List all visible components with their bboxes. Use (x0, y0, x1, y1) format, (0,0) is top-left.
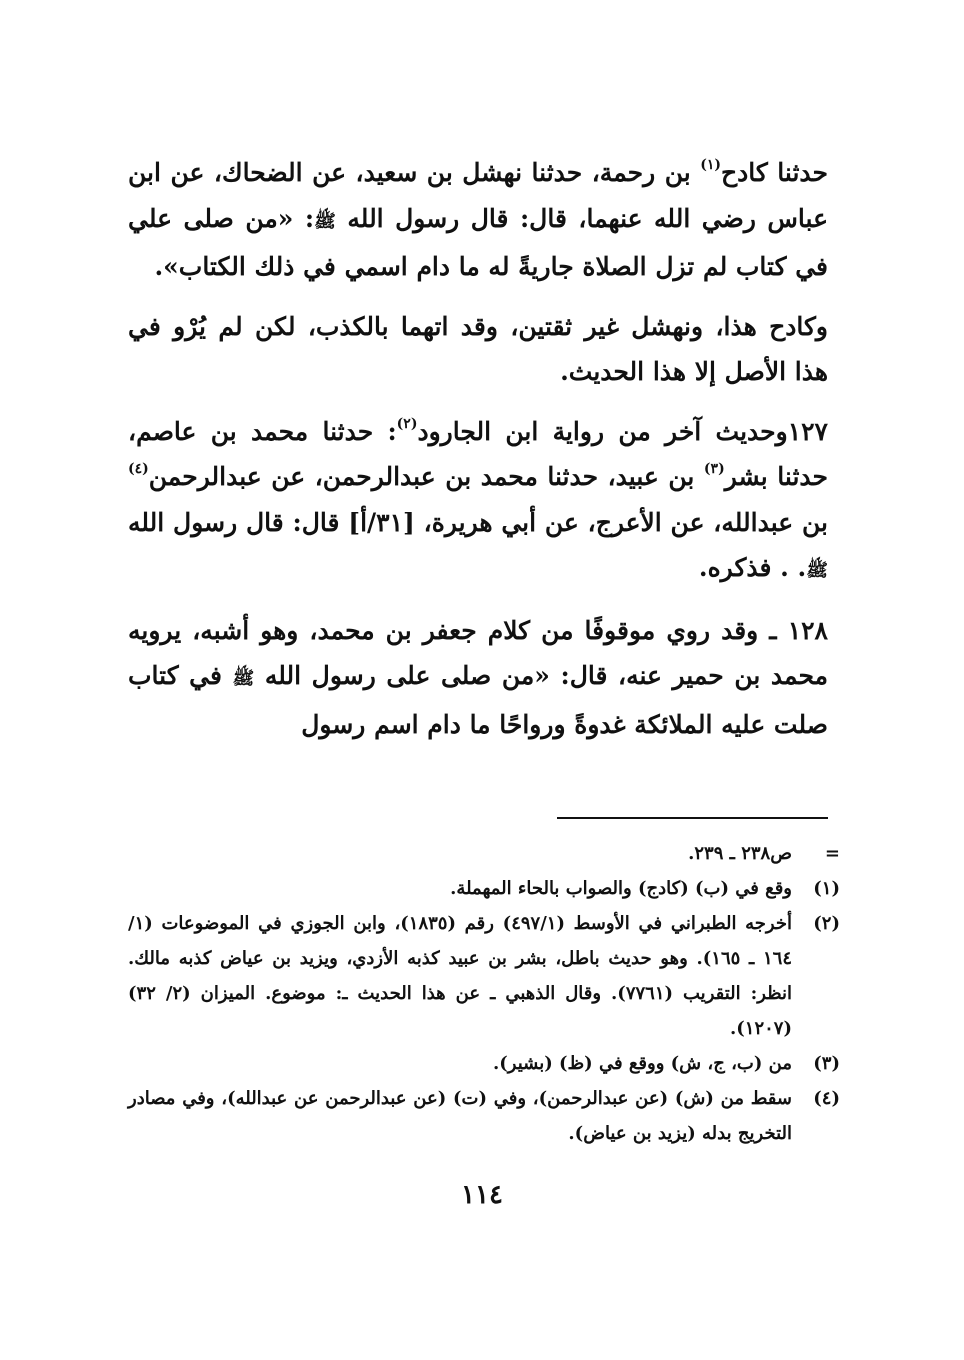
footnote-separator (557, 817, 828, 819)
text-segment: بن عبيد، حدثنا محمد بن عبدالرحمن، عن عبدالرحمن (148, 462, 704, 491)
footnote-text: سقط من (ش) (عن عبدالرحمن)، وفي (ت) (عن عبدالرحمن عن عبدالله)، وفي مصادر التخريج بدله (يزيد بن عياض). (128, 1088, 792, 1144)
paragraph-hadith-kadih (128, 150, 828, 290)
text-segment: : «من صلى علي في كتاب لم تزل الصلاة جاريةً له ما دام اسمي في ذلك الكتاب». (128, 203, 828, 281)
text-segment: بن عبدالله، عن الأعرج، عن أبي هريرة، [٣١/أ] قال: قال رسول الله (128, 507, 828, 537)
footnote-1 (128, 871, 840, 906)
footnote-text: من (ب، ج، ش) ووقع في (ظ) (بشير). (493, 1053, 792, 1074)
paragraph-comment (128, 304, 828, 395)
footnote-ref-4[interactable]: (٤) (128, 461, 149, 477)
footnote-number: (٢) (813, 913, 840, 934)
footnote-ref-2[interactable]: (٢) (396, 415, 418, 432)
text-segment: في كتاب صلت عليه الملائكة غدوةً ورواحًا ما دام اسم رسول (128, 661, 828, 739)
footnote-ref-1[interactable]: (١) (700, 157, 721, 173)
footnote-continued (128, 836, 840, 871)
text-segment: حدثنا كادح (721, 158, 828, 187)
text-segment: وكادح هذا، ونهشل غير ثقتين، وقد اتهما بالكذب، لكن لم يُرْو في هذا الأصل إلا هذا الحديث. (128, 311, 828, 386)
footnote-text: أخرجه الطبراني في الأوسط (٤٩٧/١) رقم (١٨٣٥)، وابن الجوزي في الموضوعات (١/ ١٦٤ ـ ١٦٥). وهو حديث باطل، بشر بن عبيد كذبه الأزدي، ويزيد بن عياض كذبه مالك. انظر: التقريب (٧٧٦١). وقال الذهبي ـ عن هذا الحديث ـ: موضوع. الميزان (٢/ ٣٢) (١٢٠٧). (128, 913, 793, 1039)
footnote-text: ص٢٣٨ ـ ٢٣٩. (688, 843, 792, 864)
footnote-2 (128, 906, 840, 1046)
footnote-number: (٣) (813, 1053, 840, 1074)
paragraph-128 (128, 608, 828, 748)
paragraph-127 (128, 409, 828, 594)
salla-glyph: ﷺ (232, 668, 255, 689)
text-segment: . . فذكره. (698, 553, 807, 582)
footnote-text: وقع في (ب) (كادج) والصواب بالحاء المهملة. (450, 878, 792, 899)
main-text (128, 150, 828, 761)
footnote-3 (128, 1046, 840, 1081)
footnote-ref-3[interactable]: (٣) (703, 461, 725, 477)
text-segment: بن رحمة، حدثنا نهشل بن سعيد، عن الضحاك، عن ابن عباس رضي الله عنهما، قال: قال رسول الله (128, 158, 828, 233)
footnote-number: = (824, 843, 840, 864)
text-segment: ١٢٨ ـ وقد روي موقوفًا من كلام جعفر بن محمد، وهو أشبه، يرويه محمد بن حمير عنه، قال: «من صلى على رسول الله (128, 615, 828, 690)
text-segment: ١٢٧وحديث آخر من رواية ابن الجارود (417, 416, 828, 446)
salla-glyph: ﷺ (806, 560, 828, 581)
footnote-number: (١) (813, 878, 840, 899)
footnote-4 (128, 1081, 840, 1151)
text-segment: : حدثنا محمد بن عاصم، حدثنا بشر (128, 416, 828, 491)
footnotes (128, 836, 840, 1151)
salla-glyph: ﷺ (314, 210, 336, 232)
page-number: ١١٤ (461, 1180, 503, 1210)
footnote-number: (٤) (813, 1088, 840, 1109)
